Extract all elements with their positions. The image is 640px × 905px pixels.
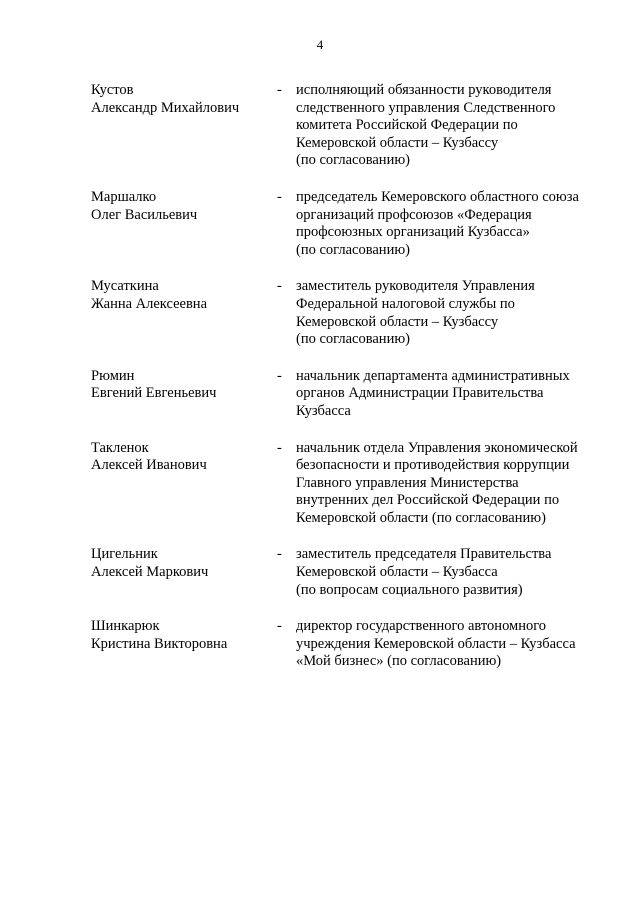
dash-separator: - [277,367,282,384]
member-position [296,278,606,348]
position-line: комитета Российской Федерации по [296,117,518,134]
position-line: (по согласованию) [296,152,410,169]
position-line: исполняющий обязанности руководителя [296,82,552,98]
member-position [296,189,606,259]
member-name [91,440,277,475]
member-given-names: Алексей Иванович [91,457,207,474]
member-surname: Такленок [91,439,149,456]
member-given-names: Олег Васильевич [91,206,198,223]
position-line: органов Администрации Правительства [296,385,544,402]
member-surname: Цигельник [91,546,158,563]
member-surname: Мусаткина [91,278,159,295]
member-position [296,368,606,421]
member-name [91,278,277,313]
position-line: (по согласованию) [296,331,410,348]
list-item [91,368,611,421]
position-line: председатель Кемеровского областного союза [296,188,579,205]
position-line: организаций профсоюзов «Федерация [296,206,532,223]
position-line: Главного управления Министерства [296,474,519,491]
position-line: Кемеровской области – Кузбасса [296,564,498,581]
member-given-names: Кристина Викторовна [91,635,228,652]
position-line: профсоюзных организаций Кузбасса» [296,224,530,241]
position-line: следственного управления Следственного [296,99,556,116]
member-given-names: Александр Михайлович [91,99,240,116]
position-line: (по вопросам социального развития) [296,581,523,598]
dash-separator: - [277,618,282,635]
position-line: (по согласованию) [296,241,410,258]
position-line: заместитель председателя Правительства [296,546,552,563]
member-position [296,546,606,599]
member-name [91,368,277,403]
member-given-names: Жанна Алексеевна [91,295,207,312]
member-surname: Маршалко [91,188,157,205]
position-line: начальник отдела Управления экономической [296,439,578,456]
dash-separator: - [277,82,282,98]
list-item [91,618,611,671]
dash-separator: - [277,278,282,295]
list-item [91,82,611,170]
member-surname: Шинкарюк [91,618,160,635]
dash-separator: - [277,188,282,205]
member-given-names: Евгений Евгеньевич [91,385,217,402]
member-name [91,82,277,117]
member-surname: Рюмин [91,367,135,384]
list-item [91,189,611,259]
member-surname: Кустов [91,82,134,98]
position-line: безопасности и противодействия коррупции [296,457,570,474]
member-list [91,82,611,671]
dash-separator: - [277,439,282,456]
page-number: 4 [316,37,324,52]
dash-separator: - [277,546,282,563]
position-line: внутренних дел Российской Федерации по [296,492,560,509]
member-position [296,618,606,671]
member-name [91,189,277,224]
position-line: директор государственного автономного [296,618,547,635]
member-position [296,440,606,528]
position-line: «Мой бизнес» (по согласованию) [296,653,502,670]
list-item [91,440,611,528]
position-line: Кемеровской области (по согласованию) [296,509,546,526]
position-line: учреждения Кемеровской области – Кузбасса [296,635,576,652]
position-line: начальник департамента административных [296,367,570,384]
member-position [296,82,606,170]
position-line: заместитель руководителя Управления [296,278,535,295]
member-name [91,546,277,581]
position-line: Кузбасса [296,402,351,419]
position-line: Кемеровской области – Кузбассу [296,313,499,330]
position-line: Кемеровской области – Кузбассу [296,134,499,151]
position-line: Федеральной налоговой службы по [296,295,515,312]
member-name [91,618,277,653]
member-given-names: Алексей Маркович [91,564,209,581]
list-item [91,278,611,348]
list-item [91,546,611,599]
